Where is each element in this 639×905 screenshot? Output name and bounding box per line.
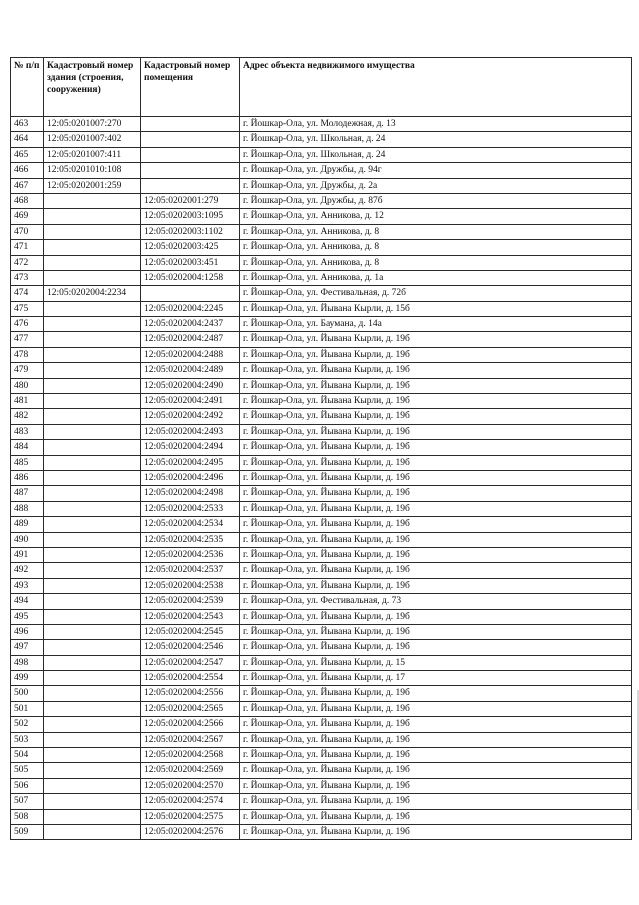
address-cell: г. Йошкар-Ола, ул. Йывана Кырли, д. 19б — [240, 409, 632, 424]
building-cadastral-cell: 12:05:0202004:2234 — [44, 286, 141, 301]
building-cadastral-cell — [44, 501, 141, 516]
table-row — [11, 532, 632, 547]
building-cadastral-cell — [44, 547, 141, 562]
building-cadastral-cell — [44, 748, 141, 763]
building-cadastral-cell — [44, 778, 141, 793]
row-number-cell: 463 — [11, 117, 44, 132]
premises-cadastral-cell: 12:05:0202004:2574 — [141, 794, 240, 809]
address-cell: г. Йошкар-Ола, ул. Йывана Кырли, д. 19б — [240, 547, 632, 562]
address-cell: г. Йошкар-Ола, ул. Йывана Кырли, д. 19б — [240, 501, 632, 516]
table-row — [11, 440, 632, 455]
building-cadastral-cell — [44, 378, 141, 393]
table-row — [11, 178, 632, 193]
building-cadastral-cell — [44, 486, 141, 501]
row-number-cell: 505 — [11, 763, 44, 778]
building-cadastral-cell — [44, 794, 141, 809]
table-row — [11, 163, 632, 178]
table-row — [11, 640, 632, 655]
premises-cadastral-cell: 12:05:0202004:2488 — [141, 347, 240, 362]
row-number-cell: 507 — [11, 794, 44, 809]
address-cell: г. Йошкар-Ола, ул. Йывана Кырли, д. 19б — [240, 517, 632, 532]
address-cell: г. Йошкар-Ола, ул. Йывана Кырли, д. 19б — [240, 578, 632, 593]
building-cadastral-cell — [44, 332, 141, 347]
building-cadastral-cell — [44, 701, 141, 716]
address-cell: г. Йошкар-Ола, ул. Йывана Кырли, д. 19б — [240, 470, 632, 485]
building-cadastral-cell — [44, 470, 141, 485]
building-cadastral-cell — [44, 809, 141, 824]
row-number-cell: 497 — [11, 640, 44, 655]
row-number-cell: 465 — [11, 147, 44, 162]
table-row — [11, 609, 632, 624]
address-cell: г. Йошкар-Ола, ул. Йывана Кырли, д. 17 — [240, 671, 632, 686]
table-row — [11, 317, 632, 332]
row-number-cell: 483 — [11, 424, 44, 439]
table-row — [11, 486, 632, 501]
table-row — [11, 193, 632, 208]
building-cadastral-cell — [44, 240, 141, 255]
building-cadastral-cell: 12:05:0202001:259 — [44, 178, 141, 193]
table-row — [11, 332, 632, 347]
premises-cadastral-cell: 12:05:0202004:2490 — [141, 378, 240, 393]
table-row — [11, 209, 632, 224]
building-cadastral-cell — [44, 193, 141, 208]
row-number-cell: 496 — [11, 624, 44, 639]
building-cadastral-cell — [44, 763, 141, 778]
building-cadastral-cell — [44, 209, 141, 224]
row-number-cell: 500 — [11, 686, 44, 701]
address-cell: г. Йошкар-Ола, ул. Йывана Кырли, д. 19б — [240, 624, 632, 639]
premises-cadastral-cell — [141, 132, 240, 147]
premises-cadastral-cell — [141, 178, 240, 193]
table-row — [11, 655, 632, 670]
row-number-cell: 475 — [11, 301, 44, 316]
premises-cadastral-cell: 12:05:0202003:451 — [141, 255, 240, 270]
premises-cadastral-cell: 12:05:0202004:2487 — [141, 332, 240, 347]
premises-cadastral-cell: 12:05:0202004:2576 — [141, 824, 240, 839]
address-cell: г. Йошкар-Ола, ул. Йывана Кырли, д. 15б — [240, 301, 632, 316]
building-cadastral-cell: 12:05:0201007:270 — [44, 117, 141, 132]
building-cadastral-cell — [44, 594, 141, 609]
table-row — [11, 117, 632, 132]
premises-cadastral-cell: 12:05:0202004:2570 — [141, 778, 240, 793]
address-cell: г. Йошкар-Ола, ул. Анникова, д. 8 — [240, 255, 632, 270]
premises-cadastral-cell: 12:05:0202003:1095 — [141, 209, 240, 224]
table-row — [11, 686, 632, 701]
table-body — [11, 117, 632, 840]
row-number-cell: 470 — [11, 224, 44, 239]
premises-cadastral-cell: 12:05:0202004:2566 — [141, 717, 240, 732]
row-number-cell: 482 — [11, 409, 44, 424]
row-number-cell: 474 — [11, 286, 44, 301]
building-cadastral-cell — [44, 655, 141, 670]
address-cell: г. Йошкар-Ола, ул. Школьная, д. 24 — [240, 147, 632, 162]
address-cell: г. Йошкар-Ола, ул. Анникова, д. 12 — [240, 209, 632, 224]
address-cell: г. Йошкар-Ола, ул. Йывана Кырли, д. 19б — [240, 332, 632, 347]
building-cadastral-cell: 12:05:0201007:411 — [44, 147, 141, 162]
table-row — [11, 470, 632, 485]
building-cadastral-cell — [44, 270, 141, 285]
row-number-cell: 492 — [11, 563, 44, 578]
row-number-cell: 471 — [11, 240, 44, 255]
table-row — [11, 132, 632, 147]
premises-cadastral-cell: 12:05:0202004:2537 — [141, 563, 240, 578]
building-cadastral-cell — [44, 640, 141, 655]
address-cell: г. Йошкар-Ола, ул. Фестивальная, д. 72б — [240, 286, 632, 301]
address-cell: г. Йошкар-Ола, ул. Йывана Кырли, д. 19б — [240, 424, 632, 439]
building-cadastral-cell — [44, 424, 141, 439]
building-cadastral-cell: 12:05:0201010:108 — [44, 163, 141, 178]
table-row — [11, 224, 632, 239]
address-cell: г. Йошкар-Ола, ул. Йывана Кырли, д. 19б — [240, 824, 632, 839]
address-cell: г. Йошкар-Ола, ул. Йывана Кырли, д. 19б — [240, 609, 632, 624]
table-row — [11, 394, 632, 409]
table-row — [11, 240, 632, 255]
row-number-cell: 467 — [11, 178, 44, 193]
premises-cadastral-cell: 12:05:0202004:2492 — [141, 409, 240, 424]
table-header-row — [11, 58, 632, 117]
address-cell: г. Йошкар-Ола, ул. Дружбы, д. 2а — [240, 178, 632, 193]
building-cadastral-cell — [44, 301, 141, 316]
building-cadastral-cell — [44, 440, 141, 455]
address-cell: г. Йошкар-Ола, ул. Анникова, д. 1а — [240, 270, 632, 285]
premises-cadastral-cell: 12:05:0202004:2535 — [141, 532, 240, 547]
building-cadastral-cell — [44, 409, 141, 424]
row-number-cell: 487 — [11, 486, 44, 501]
premises-cadastral-cell: 12:05:0202004:2554 — [141, 671, 240, 686]
building-cadastral-cell — [44, 624, 141, 639]
premises-cadastral-cell: 12:05:0202004:2543 — [141, 609, 240, 624]
table-row — [11, 501, 632, 516]
address-cell: г. Йошкар-Ола, ул. Дружбы, д. 94г — [240, 163, 632, 178]
table-row — [11, 748, 632, 763]
premises-cadastral-cell: 12:05:0202004:1258 — [141, 270, 240, 285]
table-row — [11, 809, 632, 824]
address-cell: г. Йошкар-Ола, ул. Йывана Кырли, д. 19б — [240, 701, 632, 716]
table-row — [11, 286, 632, 301]
premises-cadastral-cell: 12:05:0202004:2491 — [141, 394, 240, 409]
row-number-cell: 490 — [11, 532, 44, 547]
address-cell: г. Йошкар-Ола, ул. Йывана Кырли, д. 19б — [240, 732, 632, 747]
row-number-cell: 502 — [11, 717, 44, 732]
table-row — [11, 717, 632, 732]
property-register-table — [10, 57, 632, 840]
row-number-cell: 477 — [11, 332, 44, 347]
row-number-cell: 495 — [11, 609, 44, 624]
header-row-number: № п/п — [11, 58, 44, 117]
building-cadastral-cell — [44, 671, 141, 686]
premises-cadastral-cell: 12:05:0202004:2489 — [141, 363, 240, 378]
table-row — [11, 547, 632, 562]
row-number-cell: 509 — [11, 824, 44, 839]
building-cadastral-cell — [44, 563, 141, 578]
table-row — [11, 824, 632, 839]
address-cell: г. Йошкар-Ола, ул. Йывана Кырли, д. 19б — [240, 763, 632, 778]
building-cadastral-cell — [44, 686, 141, 701]
premises-cadastral-cell: 12:05:0202004:2493 — [141, 424, 240, 439]
row-number-cell: 484 — [11, 440, 44, 455]
premises-cadastral-cell: 12:05:0202004:2245 — [141, 301, 240, 316]
premises-cadastral-cell: 12:05:0202004:2565 — [141, 701, 240, 716]
building-cadastral-cell — [44, 578, 141, 593]
table-row — [11, 455, 632, 470]
address-cell: г. Йошкар-Ола, ул. Йывана Кырли, д. 19б — [240, 347, 632, 362]
row-number-cell: 498 — [11, 655, 44, 670]
address-cell: г. Йошкар-Ола, ул. Йывана Кырли, д. 19б — [240, 532, 632, 547]
building-cadastral-cell — [44, 255, 141, 270]
address-cell: г. Йошкар-Ола, ул. Молодежная, д. 13 — [240, 117, 632, 132]
building-cadastral-cell — [44, 224, 141, 239]
address-cell: г. Йошкар-Ола, ул. Йывана Кырли, д. 19б — [240, 794, 632, 809]
building-cadastral-cell — [44, 347, 141, 362]
premises-cadastral-cell: 12:05:0202004:2569 — [141, 763, 240, 778]
premises-cadastral-cell — [141, 163, 240, 178]
row-number-cell: 473 — [11, 270, 44, 285]
building-cadastral-cell — [44, 455, 141, 470]
building-cadastral-cell — [44, 732, 141, 747]
table-row — [11, 563, 632, 578]
building-cadastral-cell — [44, 517, 141, 532]
address-cell: г. Йошкар-Ола, ул. Йывана Кырли, д. 19б — [240, 748, 632, 763]
row-number-cell: 478 — [11, 347, 44, 362]
row-number-cell: 485 — [11, 455, 44, 470]
row-number-cell: 489 — [11, 517, 44, 532]
building-cadastral-cell — [44, 717, 141, 732]
row-number-cell: 469 — [11, 209, 44, 224]
building-cadastral-cell — [44, 532, 141, 547]
row-number-cell: 464 — [11, 132, 44, 147]
premises-cadastral-cell: 12:05:0202004:2437 — [141, 317, 240, 332]
address-cell: г. Йошкар-Ола, ул. Йывана Кырли, д. 15 — [240, 655, 632, 670]
table-row — [11, 424, 632, 439]
table-row — [11, 732, 632, 747]
row-number-cell: 488 — [11, 501, 44, 516]
premises-cadastral-cell: 12:05:0202004:2538 — [141, 578, 240, 593]
premises-cadastral-cell: 12:05:0202004:2546 — [141, 640, 240, 655]
premises-cadastral-cell: 12:05:0202004:2498 — [141, 486, 240, 501]
row-number-cell: 476 — [11, 317, 44, 332]
row-number-cell: 468 — [11, 193, 44, 208]
row-number-cell: 479 — [11, 363, 44, 378]
header-premises-cadastral-number: Кадастровый номер помещения — [141, 58, 240, 117]
premises-cadastral-cell: 12:05:0202004:2556 — [141, 686, 240, 701]
row-number-cell: 480 — [11, 378, 44, 393]
building-cadastral-cell — [44, 824, 141, 839]
premises-cadastral-cell: 12:05:0202004:2567 — [141, 732, 240, 747]
table-row — [11, 347, 632, 362]
row-number-cell: 486 — [11, 470, 44, 485]
premises-cadastral-cell: 12:05:0202004:2533 — [141, 501, 240, 516]
premises-cadastral-cell: 12:05:0202004:2545 — [141, 624, 240, 639]
table-row — [11, 763, 632, 778]
address-cell: г. Йошкар-Ола, ул. Йывана Кырли, д. 19б — [240, 640, 632, 655]
table-row — [11, 624, 632, 639]
table-row — [11, 147, 632, 162]
address-cell: г. Йошкар-Ола, ул. Фестивальная, д. 73 — [240, 594, 632, 609]
building-cadastral-cell — [44, 394, 141, 409]
premises-cadastral-cell: 12:05:0202004:2575 — [141, 809, 240, 824]
table-row — [11, 671, 632, 686]
building-cadastral-cell — [44, 317, 141, 332]
address-cell: г. Йошкар-Ола, ул. Йывана Кырли, д. 19б — [240, 809, 632, 824]
address-cell: г. Йошкар-Ола, ул. Йывана Кырли, д. 19б — [240, 455, 632, 470]
row-number-cell: 501 — [11, 701, 44, 716]
row-number-cell: 503 — [11, 732, 44, 747]
row-number-cell: 494 — [11, 594, 44, 609]
premises-cadastral-cell — [141, 117, 240, 132]
row-number-cell: 466 — [11, 163, 44, 178]
row-number-cell: 508 — [11, 809, 44, 824]
header-property-address: Адрес объекта недвижимого имущества — [240, 58, 632, 117]
premises-cadastral-cell: 12:05:0202004:2568 — [141, 748, 240, 763]
premises-cadastral-cell: 12:05:0202001:279 — [141, 193, 240, 208]
row-number-cell: 493 — [11, 578, 44, 593]
premises-cadastral-cell: 12:05:0202003:425 — [141, 240, 240, 255]
address-cell: г. Йошкар-Ола, ул. Школьная, д. 24 — [240, 132, 632, 147]
table-row — [11, 409, 632, 424]
address-cell: г. Йошкар-Ола, ул. Йывана Кырли, д. 19б — [240, 486, 632, 501]
row-number-cell: 481 — [11, 394, 44, 409]
address-cell: г. Йошкар-Ола, ул. Йывана Кырли, д. 19б — [240, 686, 632, 701]
address-cell: г. Йошкар-Ола, ул. Дружбы, д. 87б — [240, 193, 632, 208]
table-row — [11, 778, 632, 793]
premises-cadastral-cell: 12:05:0202004:2494 — [141, 440, 240, 455]
address-cell: г. Йошкар-Ола, ул. Йывана Кырли, д. 19б — [240, 717, 632, 732]
table-row — [11, 255, 632, 270]
premises-cadastral-cell — [141, 286, 240, 301]
address-cell: г. Йошкар-Ола, ул. Баумана, д. 14а — [240, 317, 632, 332]
address-cell: г. Йошкар-Ола, ул. Анникова, д. 8 — [240, 240, 632, 255]
address-cell: г. Йошкар-Ола, ул. Йывана Кырли, д. 19б — [240, 440, 632, 455]
header-building-cadastral-number: Кадастровый номер здания (строения, сооружения) — [44, 58, 141, 117]
address-cell: г. Йошкар-Ола, ул. Йывана Кырли, д. 19б — [240, 378, 632, 393]
table-row — [11, 794, 632, 809]
table-row — [11, 701, 632, 716]
address-cell: г. Йошкар-Ола, ул. Йывана Кырли, д. 19б — [240, 778, 632, 793]
premises-cadastral-cell: 12:05:0202004:2534 — [141, 517, 240, 532]
premises-cadastral-cell: 12:05:0202004:2536 — [141, 547, 240, 562]
premises-cadastral-cell — [141, 147, 240, 162]
building-cadastral-cell: 12:05:0201007:402 — [44, 132, 141, 147]
premises-cadastral-cell: 12:05:0202003:1102 — [141, 224, 240, 239]
address-cell: г. Йошкар-Ола, ул. Анникова, д. 8 — [240, 224, 632, 239]
row-number-cell: 472 — [11, 255, 44, 270]
row-number-cell: 491 — [11, 547, 44, 562]
premises-cadastral-cell: 12:05:0202004:2495 — [141, 455, 240, 470]
premises-cadastral-cell: 12:05:0202004:2547 — [141, 655, 240, 670]
table-row — [11, 363, 632, 378]
building-cadastral-cell — [44, 363, 141, 378]
table-row — [11, 517, 632, 532]
premises-cadastral-cell: 12:05:0202004:2539 — [141, 594, 240, 609]
table-row — [11, 594, 632, 609]
table-row — [11, 270, 632, 285]
building-cadastral-cell — [44, 609, 141, 624]
table-row — [11, 301, 632, 316]
table-row — [11, 378, 632, 393]
table-row — [11, 578, 632, 593]
row-number-cell: 504 — [11, 748, 44, 763]
address-cell: г. Йошкар-Ола, ул. Йывана Кырли, д. 19б — [240, 563, 632, 578]
address-cell: г. Йошкар-Ола, ул. Йывана Кырли, д. 19б — [240, 394, 632, 409]
row-number-cell: 506 — [11, 778, 44, 793]
address-cell: г. Йошкар-Ола, ул. Йывана Кырли, д. 19б — [240, 363, 632, 378]
premises-cadastral-cell: 12:05:0202004:2496 — [141, 470, 240, 485]
row-number-cell: 499 — [11, 671, 44, 686]
